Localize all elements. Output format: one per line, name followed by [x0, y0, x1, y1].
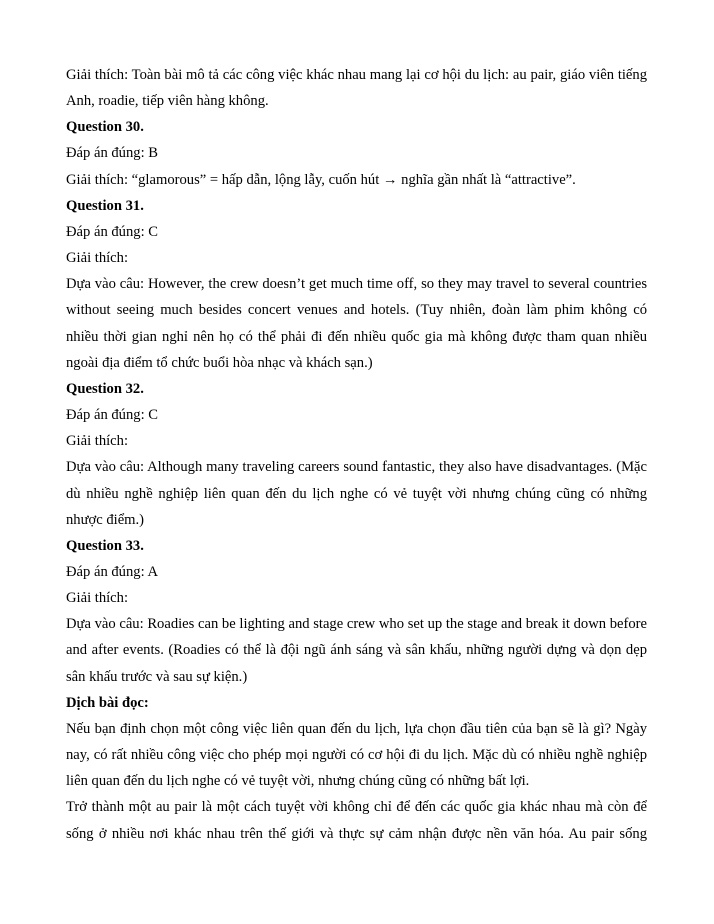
question-33-explanation-label: Giải thích:	[66, 590, 129, 607]
translation-paragraph: Nếu bạn định chọn một công việc liên quan đến du lịch, lựa chọn đầu tiên của bạn sẽ là gì? Ngày nay, có rất nhiều công việc cho phép mọi người có cơ hội đi du lịch. Mặc dù có nhiều nghề nghiệp liên quan đến du lịch nghe có vẻ tuyệt vời, nhưng chúng cũng có những bất lợi.	[66, 720, 647, 790]
question-32-explanation-label: Giải thích:	[66, 433, 129, 450]
question-30-answer: Đáp án đúng: B	[66, 145, 159, 162]
question-31-heading: Question 31.	[66, 197, 144, 214]
question-33-heading: Question 33.	[66, 537, 144, 554]
question-30-explanation: Giải thích: “glamorous” = hấp dẫn, lộng lẫy, cuốn hút → nghĩa gần nhất là “attractive”.	[66, 171, 576, 188]
question-32-answer: Đáp án đúng: C	[66, 407, 159, 424]
question-33-answer: Đáp án đúng: A	[66, 563, 159, 580]
question-31-explanation: Dựa vào câu: However, the crew doesn’t get much time off, so they may travel to several countries without seeing much besides concert venues and hotels. (Tuy nhiên, đoàn làm phim không có nhiều thời gian nghỉ nên họ có thể phải đi đến nhiều quốc gia mà không được tham quan nhiều ngoài địa điểm tổ chức buổi hòa nhạc và khách sạn.)	[66, 276, 647, 371]
question-33-explanation: Dựa vào câu: Roadies can be lighting and stage crew who set up the stage and break it down before and after events. (Roadies có thể là đội ngũ ánh sáng và sân khấu, những người dựng và dọn dẹp sân khấu trước và sau sự kiện.)	[66, 616, 647, 685]
question-31-answer: Đáp án đúng: C	[66, 223, 159, 240]
question-32-heading: Question 32.	[66, 380, 144, 397]
question-31-explanation-label: Giải thích:	[66, 250, 129, 267]
question-30-heading: Question 30.	[66, 119, 144, 136]
intro-explanation: Giải thích: Toàn bài mô tả các công việc khác nhau mang lại cơ hội du lịch: au pair, giáo viên tiếng Anh, roadie, tiếp viên hàng không.	[66, 67, 647, 110]
translation-heading: Dịch bài đọc:	[66, 694, 149, 711]
document-page	[66, 62, 647, 847]
translation-paragraph: Trở thành một au pair là một cách tuyệt vời không chỉ để đến các quốc gia khác nhau mà còn để sống ở nhiều nơi khác nhau trên thế giới và thực sự cảm nhận được nền văn hóa. Au pair sống	[66, 799, 647, 842]
question-32-explanation: Dựa vào câu: Although many traveling careers sound fantastic, they also have disadvantages. (Mặc dù nhiều nghề nghiệp liên quan đến du lịch nghe có vẻ tuyệt vời nhưng chúng cũng có những nhược điểm.)	[66, 459, 647, 528]
